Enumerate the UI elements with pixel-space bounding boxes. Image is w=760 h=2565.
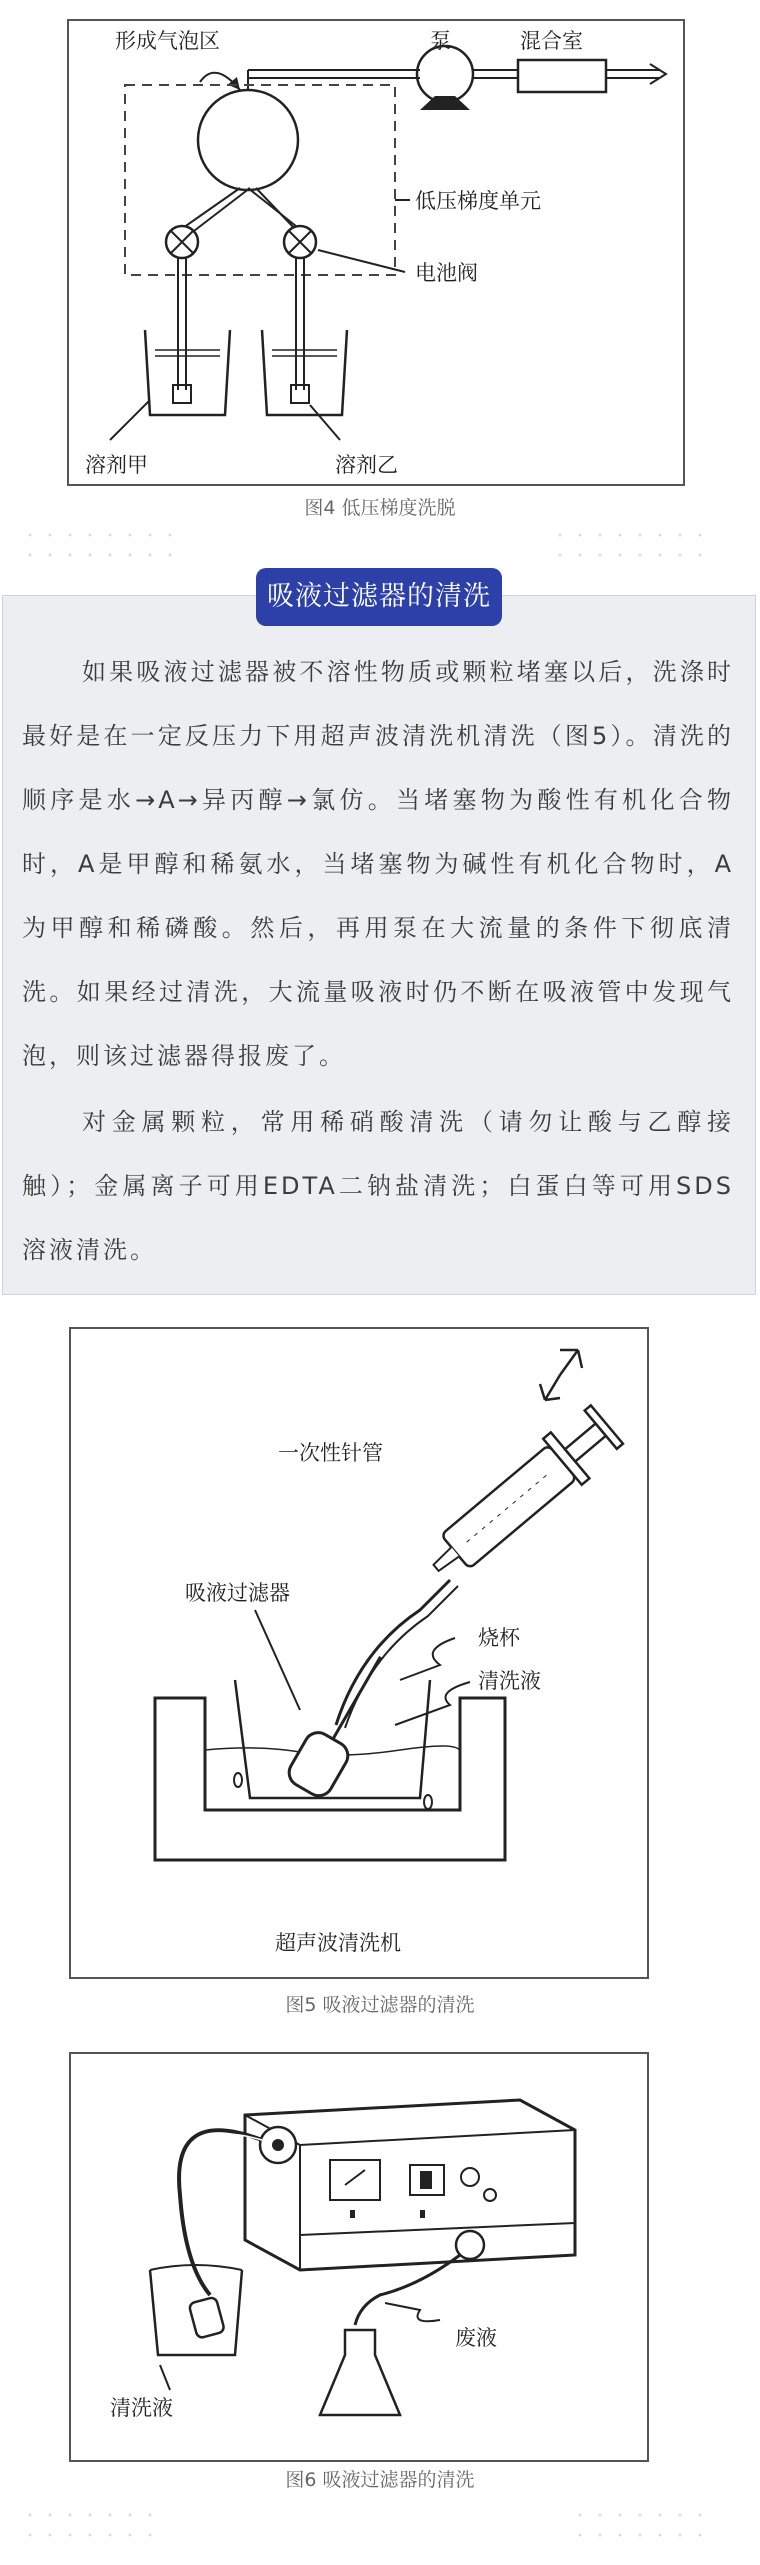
label-solvent-a: 溶剂甲: [85, 453, 148, 477]
figure-5-diagram: [0, 1320, 760, 1980]
figure-4: [0, 0, 760, 490]
section-title: 吸液过滤器的清洗: [256, 568, 502, 626]
figure-6-caption: 图6 吸液过滤器的清洗: [285, 2469, 475, 2491]
paragraph-2: 对金属颗粒，常用稀硝酸清洗（请勿让酸与乙醇接触）；金属离子可用EDTA二钠盐清洗；白蛋白等可用SDS溶液清洗。: [22, 1108, 734, 1264]
figure-5-caption: 图5 吸液过滤器的清洗: [285, 1994, 475, 2016]
label-filter: 吸液过滤器: [185, 1581, 290, 1605]
label-beaker: 烧杯: [478, 1626, 520, 1650]
paragraph-1: 如果吸液过滤器被不溶性物质或颗粒堵塞以后，洗涤时最好是在一定反压力下用超声波清洗机清洗（图5）。清洗的顺序是水→A→异丙醇→氯仿。当堵塞物为酸性有机化合物时，A是甲醇和稀氨水，当堵塞物为碱性有机化合物时，A为甲醇和稀磷酸。然后，再用泵在大流量的条件下彻底清洗。如果经过清洗，大流量吸液时仍不断在吸液管中发现气泡，则该过滤器得报废了。: [22, 658, 734, 1070]
label-syringe: 一次性针管: [278, 1441, 383, 1465]
label-solenoid-valve: 电池阀: [415, 261, 478, 285]
figure-6-diagram: [0, 2045, 760, 2465]
label-solvent-b: 溶剂乙: [335, 453, 398, 477]
figure-4-diagram: [0, 0, 760, 490]
label-low-pressure-unit: 低压梯度单元: [415, 189, 541, 213]
label-bubble-zone: 形成气泡区: [115, 29, 220, 53]
label-waste-liquid: 废液: [455, 2326, 497, 2350]
label-mixing-chamber: 混合室: [520, 29, 583, 53]
figure-5: [0, 1320, 760, 1980]
label-pump: 泵: [430, 29, 451, 53]
label-wash-liquid-6: 清洗液: [110, 2396, 173, 2420]
figure-6: [0, 2045, 760, 2465]
label-ultrasonic-cleaner: 超声波清洗机: [275, 1931, 401, 1955]
label-wash-liquid: 清洗液: [478, 1669, 541, 1693]
figure-4-caption: 图4 低压梯度洗脱: [304, 497, 456, 519]
dotted-footer: [0, 2505, 760, 2565]
